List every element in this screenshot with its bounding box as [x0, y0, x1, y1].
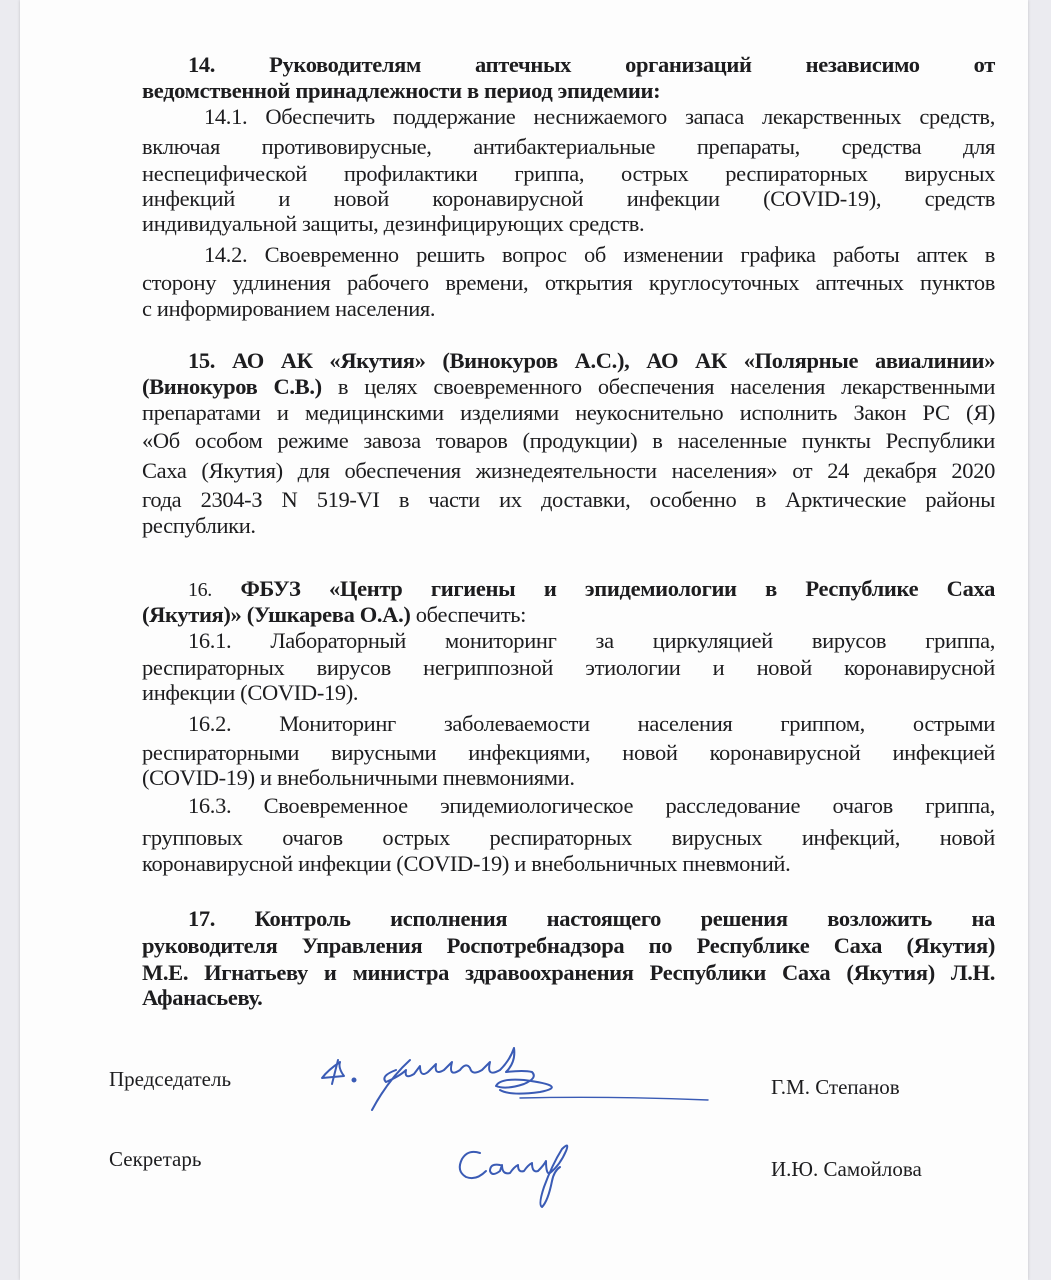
item-14-2-line-3: с информированием населения.: [142, 296, 436, 321]
item-14-1-number: 14.1.: [204, 104, 248, 129]
section-15-line-6: года 2304-З N 519-VI в части их доставки, особенно в Арктические районы: [142, 487, 995, 512]
section-16-line-1: [188, 576, 995, 603]
item-16-3-line-1: [188, 793, 995, 819]
item-16-3-number: 16.3.: [188, 793, 232, 818]
item-16-2-line-2: респираторными вирусными инфекциями, новой коронавирусной инфекцией: [142, 740, 995, 765]
heading-word: Руководителям: [269, 52, 421, 77]
item-14-2-line-1: [204, 242, 995, 268]
item-14-1-line-5: индивидуальной защиты, дезинфицирующих средств.: [142, 211, 645, 236]
item-14-1-line-2: включая противовирусные, антибактериальные препараты, средства для: [142, 134, 995, 159]
section-17-line-1: [188, 906, 995, 932]
section-15-line-2: [142, 374, 995, 400]
section-17-line-4: Афанасьеву.: [142, 985, 263, 1010]
section-15-line-5: Саха (Якутия) для обеспечения жизнедеятельности населения» от 24 декабря 2020: [142, 458, 995, 483]
section-15-line-7: республики.: [142, 513, 256, 538]
section-17-line-3: М.Е. Игнатьеву и министра здравоохранения Республики Саха (Якутия) Л.Н.: [142, 960, 995, 985]
item-16-1-line-3: инфекции (COVID-19).: [142, 680, 359, 705]
heading-word: организаций: [625, 52, 752, 77]
heading-word: независимо: [805, 52, 920, 77]
section-16-number: 16.: [188, 579, 212, 601]
item-14-1-line-1: [204, 104, 995, 130]
item-text: Своевременно решить вопрос об изменении графика работы аптек в: [264, 242, 995, 267]
item-14-2-line-2: сторону удлинения рабочего времени, открытия круглосуточных аптечных пунктов: [142, 270, 995, 295]
item-16-3-line-2: групповых очагов острых респираторных вирусных инфекций, новой: [142, 825, 995, 850]
section-17-number: 17.: [188, 906, 216, 931]
item-text: Обеспечить поддержание неснижаемого запаса лекарственных средств,: [265, 104, 995, 129]
chairman-role: Председатель: [109, 1067, 232, 1091]
section-17-line-2: руководителя Управления Роспотребнадзора по Республике Саха (Якутия): [142, 933, 995, 958]
secretary-signature: [440, 1135, 630, 1215]
section-14-heading-line-1: [188, 52, 995, 78]
secretary-name: И.Ю. Самойлова: [771, 1157, 922, 1181]
item-16-2-line-1: [188, 711, 995, 737]
section-16-organization: ФБУЗ «Центр гигиены и эпидемиологии в Республике Саха: [240, 576, 995, 601]
item-14-1-line-4: инфекций и новой коронавирусной инфекции (COVID-19), средств: [142, 186, 995, 211]
secretary-role: Секретарь: [109, 1147, 202, 1171]
document-page: [20, 0, 1028, 1280]
item-16-1-line-1: [188, 628, 995, 654]
item-16-2-line-3: (COVID-19) и внебольничными пневмониями.: [142, 765, 575, 790]
section-15-line-1: [188, 348, 995, 374]
chairman-signature: [310, 1040, 730, 1120]
item-text: Мониторинг заболеваемости населения гриппом, острыми: [279, 711, 995, 736]
item-text: в целях своевременного обеспечения населения лекарственными: [337, 374, 996, 399]
item-text: обеспечить:: [415, 602, 527, 627]
item-16-1-line-2: респираторных вирусов негриппозной этиологии и новой коронавирусной: [142, 655, 995, 680]
item-14-1-line-3: неспецифической профилактики гриппа, острых респираторных вирусных: [142, 161, 995, 186]
item-text: Контроль исполнения настоящего решения возложить на: [254, 906, 995, 931]
section-14-number: 14.: [188, 52, 216, 77]
item-16-1-number: 16.1.: [188, 628, 232, 653]
heading-word: от: [973, 52, 995, 77]
section-14-heading-line-2: ведомственной принадлежности в период эпидемии:: [142, 78, 661, 103]
section-15-number: 15.: [188, 348, 216, 373]
item-14-2-number: 14.2.: [204, 242, 248, 267]
item-text: Своевременное эпидемиологическое расследование очагов гриппа,: [263, 793, 995, 818]
item-text: Лабораторный мониторинг за циркуляцией вирусов гриппа,: [270, 628, 996, 653]
item-16-2-number: 16.2.: [188, 711, 232, 736]
section-15-responsible: (Винокуров С.В.): [142, 374, 322, 399]
section-15-organizations: АО АК «Якутия» (Винокуров А.С.), АО АК «Полярные авиалинии»: [231, 348, 995, 373]
item-16-3-line-3: коронавирусной инфекции (COVID-19) и внебольничных пневмоний.: [142, 851, 791, 876]
section-16-responsible: (Якутия)» (Ушкарева О.А.): [142, 602, 411, 627]
section-15-line-4: «Об особом режиме завоза товаров (продукции) в населенные пункты Республики: [142, 428, 995, 453]
heading-word: аптечных: [475, 52, 572, 77]
section-15-line-3: препаратами и медицинскими изделиями неукоснительно исполнить Закон РС (Я): [142, 400, 995, 425]
chairman-name: Г.М. Степанов: [771, 1075, 900, 1099]
section-16-line-2: [142, 602, 995, 628]
